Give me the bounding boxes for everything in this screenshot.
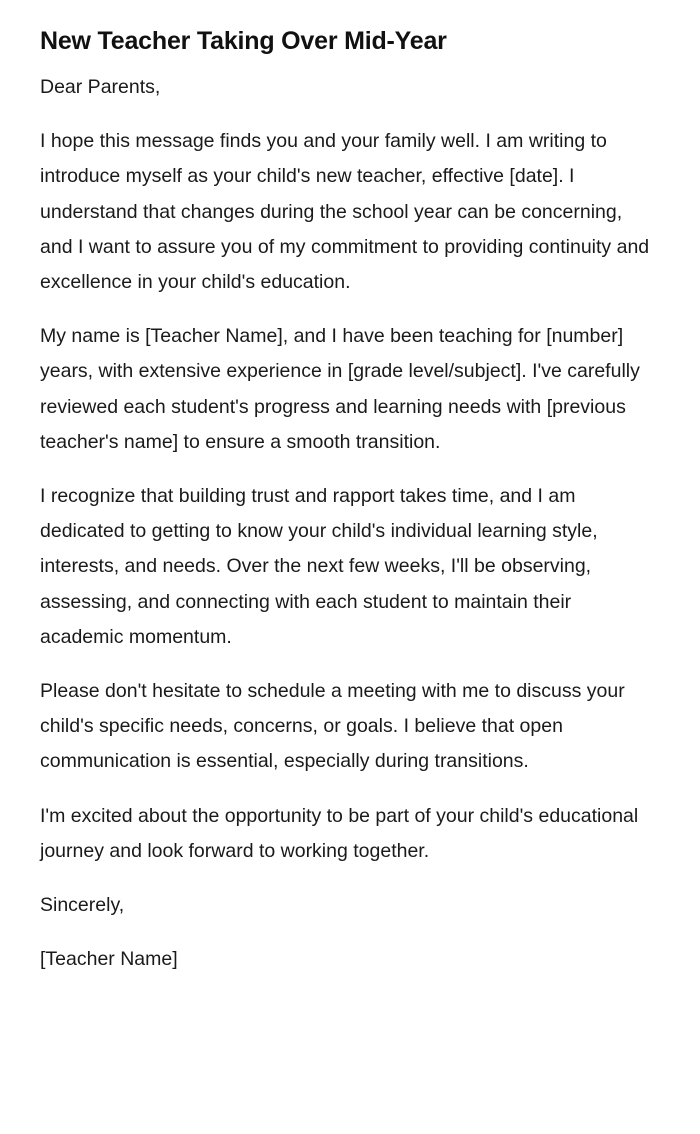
paragraph-excitement: I'm excited about the opportunity to be part of your child's educational journey and look forward to working together.: [40, 804, 639, 862]
salutation: Dear Parents,: [40, 76, 161, 98]
paragraph-meeting: Please don't hesitate to schedule a meeting with me to discuss your child's specific needs, concerns, or goals. I believe that open communication is essential, especially during transitions.: [40, 680, 625, 773]
page-title: New Teacher Taking Over Mid-Year: [40, 27, 447, 55]
paragraph-commitment: I recognize that building trust and rapport takes time, and I am dedicated to getting to know your child's individual learning style, interests, and needs. Over the next few weeks, I'll be observing, assessing, and connecting with each student to maintain their academic momentum.: [40, 485, 598, 648]
closing: Sincerely,: [40, 894, 125, 917]
paragraph-intro: I hope this message finds you and your family well. I am writing to introduce myself as your child's new teacher, effective [date]. I understand that changes during the school year can be concerning, and I want to assure you of my commitment to providing continuity and excellence in your child's education.: [40, 130, 650, 294]
paragraph-background: My name is [Teacher Name], and I have been teaching for [number] years, with extensive experience in [grade level/subject]. I've carefully reviewed each student's progress and learning needs with [previous teacher's name] to ensure a smooth transition.: [40, 325, 640, 453]
signature: [Teacher Name]: [40, 948, 178, 971]
